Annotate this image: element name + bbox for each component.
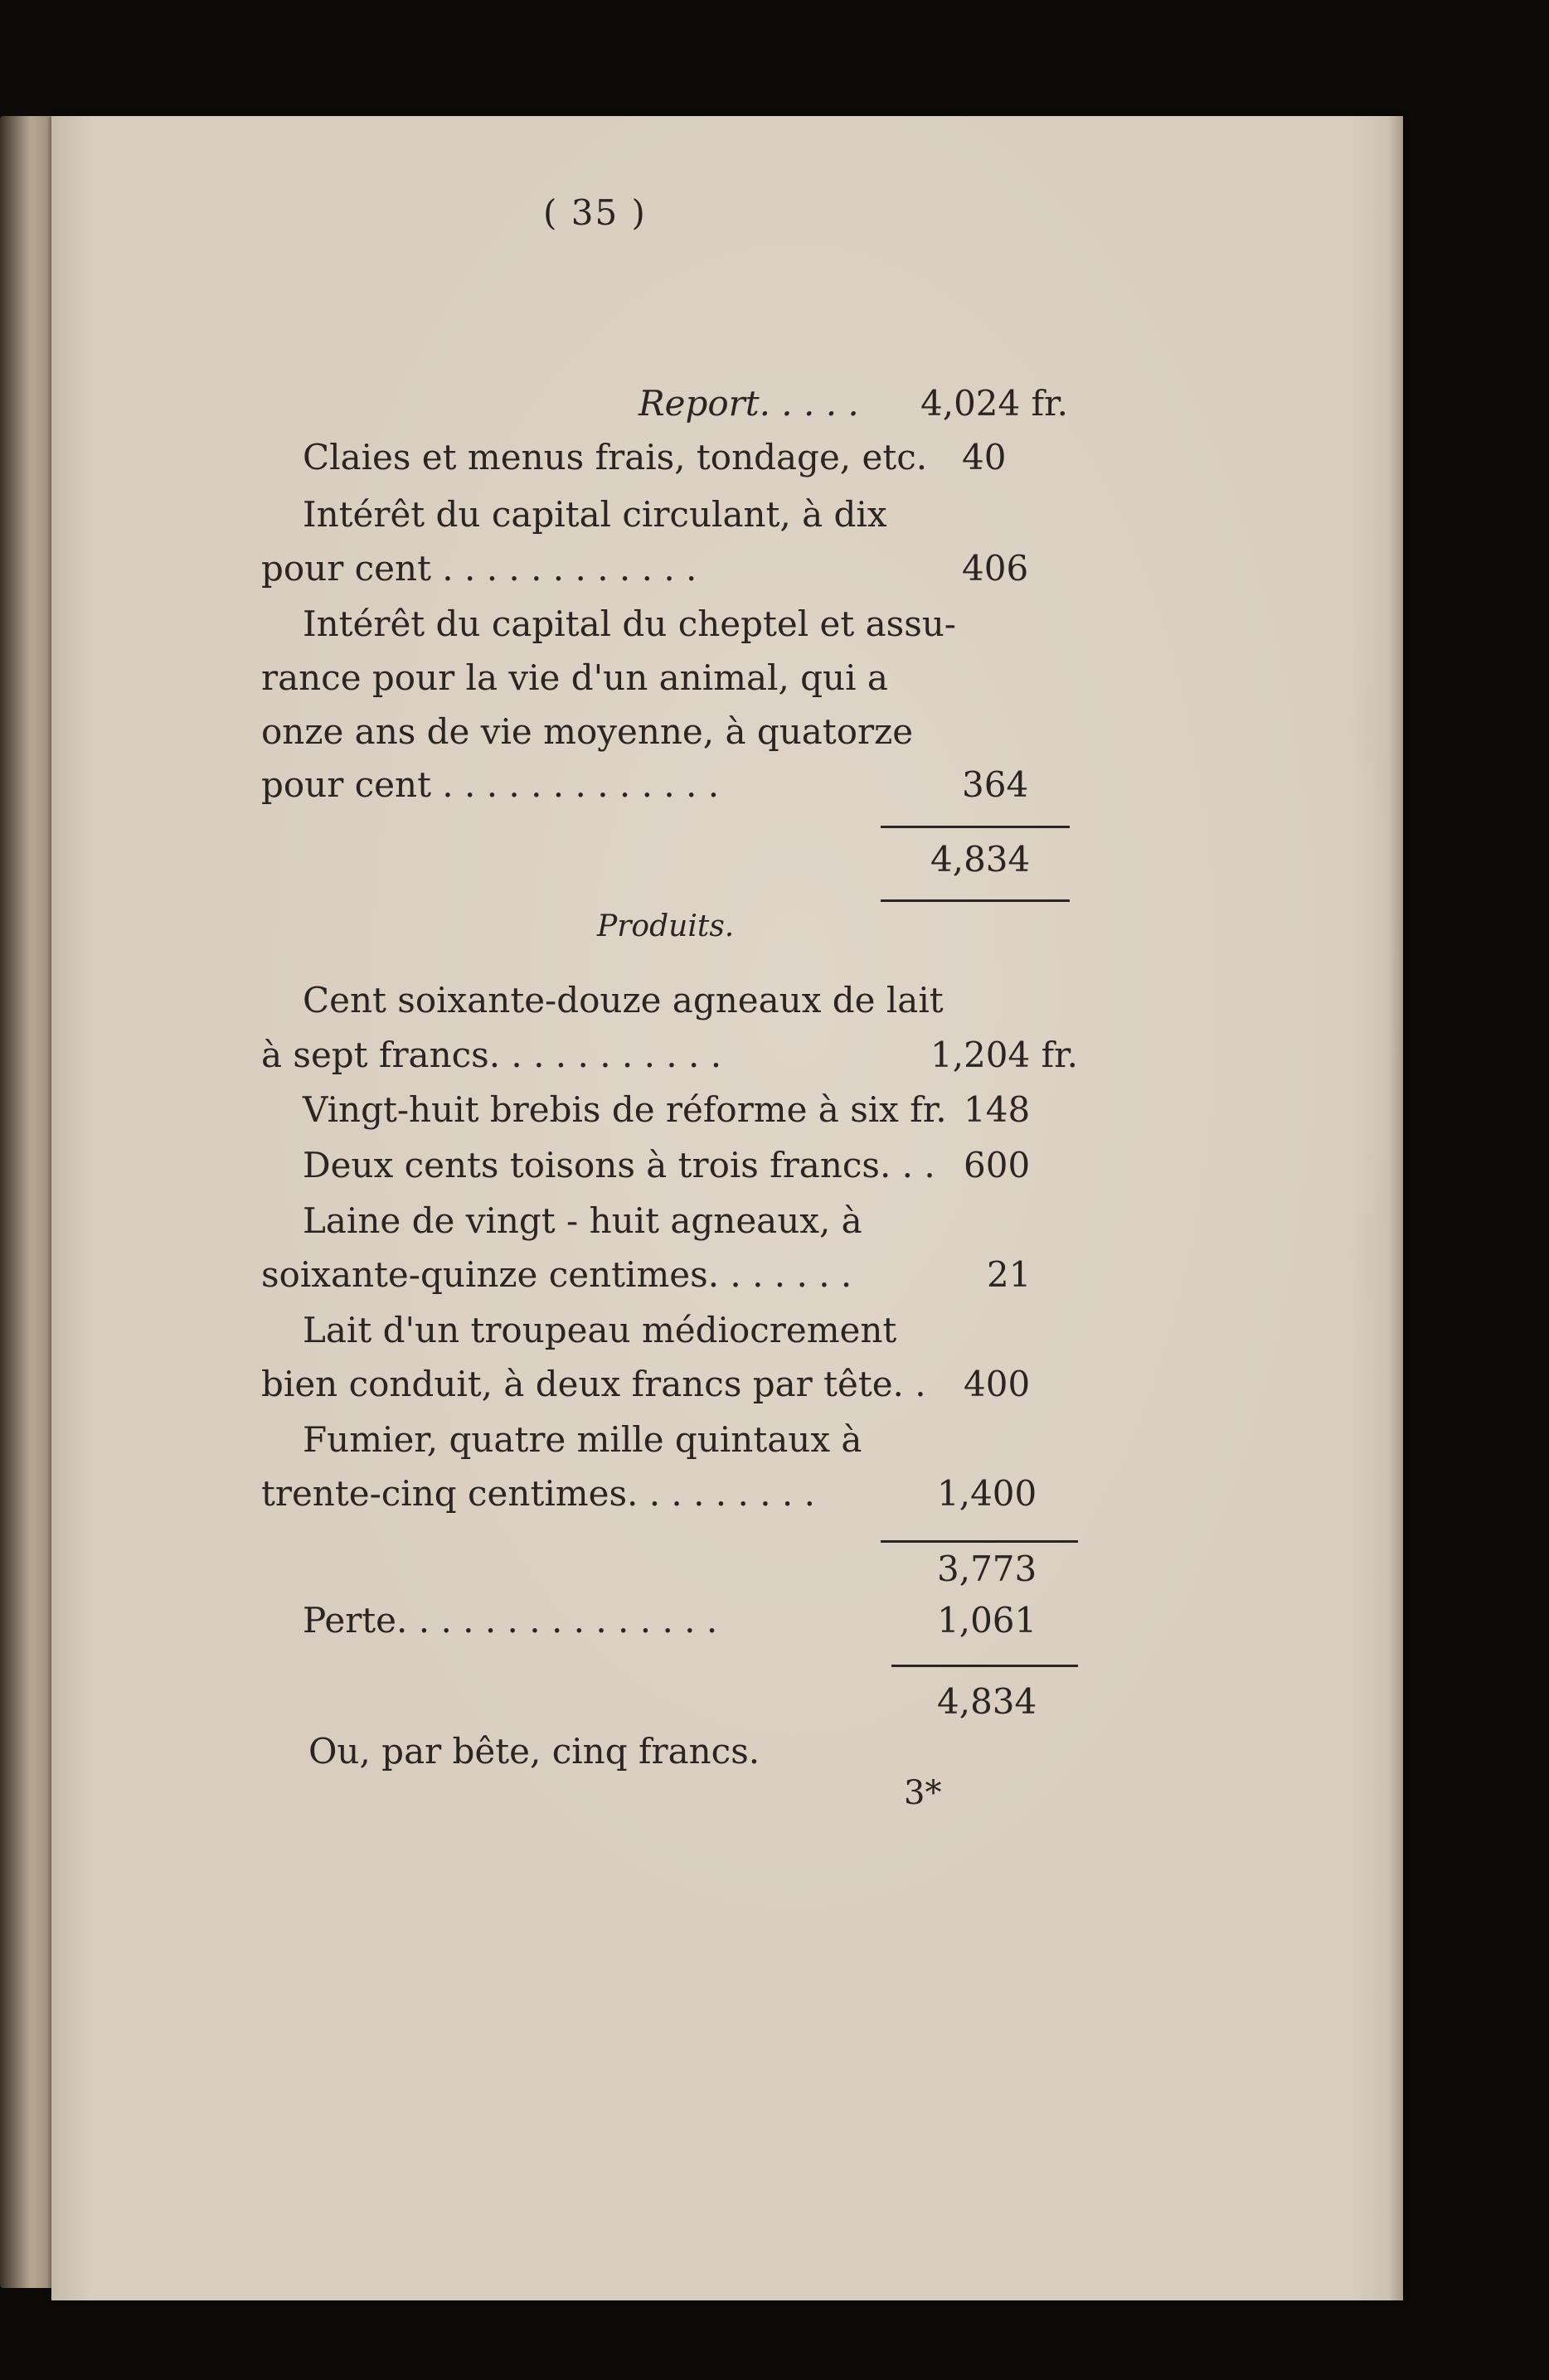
- line-report: [0, 383, 1549, 433]
- line-amount: 4,834: [930, 839, 1031, 880]
- line-pour-cent-1: [0, 548, 1549, 598]
- line-text: Lait d'un troupeau médiocrement: [303, 1310, 897, 1350]
- line-claies: [0, 437, 1549, 487]
- line-text: pour cent . . . . . . . . . . . . .: [261, 764, 720, 805]
- line-soixante-quinze: [0, 1254, 1549, 1304]
- total-rule: [881, 826, 1070, 828]
- subtotal-rule: [881, 1540, 1078, 1543]
- line-lait: [0, 1310, 1549, 1360]
- line-vingt-huit-brebis: [0, 1089, 1549, 1139]
- line-text: Intérêt du capital circulant, à dix: [303, 494, 887, 535]
- section-heading-produits: [0, 909, 1549, 959]
- line-pour-cent-2: [0, 764, 1549, 814]
- line-text: Ou, par bête, cinq francs.: [308, 1731, 760, 1772]
- line-text: pour cent . . . . . . . . . . . .: [261, 548, 697, 589]
- line-amount: 1,061: [937, 1600, 1037, 1641]
- line-amount: 148: [964, 1089, 1031, 1130]
- line-deux-cents-toisons: [0, 1145, 1549, 1195]
- line-laine: [0, 1200, 1549, 1250]
- line-text: Fumier, quatre mille quintaux à: [303, 1419, 862, 1460]
- line-trente-cinq: [0, 1473, 1549, 1523]
- line-amount: 3,773: [937, 1549, 1037, 1589]
- line-amount: 4,834: [937, 1681, 1037, 1722]
- line-amount: 4,024 fr.: [920, 383, 1068, 424]
- line-total-1: [0, 839, 1549, 889]
- line-bien-conduit: [0, 1364, 1549, 1413]
- page-number-header: ( 35 ): [543, 192, 647, 233]
- line-text: bien conduit, à deux francs par tête. .: [261, 1364, 926, 1404]
- line-sept-francs: [0, 1035, 1549, 1084]
- total-rule: [881, 899, 1070, 902]
- line-amount: 1,400: [937, 1473, 1037, 1514]
- line-interet-cheptel: [0, 603, 1549, 653]
- line-text: Perte. . . . . . . . . . . . . . .: [303, 1600, 718, 1641]
- line-subtotal: [0, 1549, 1549, 1598]
- line-text: Laine de vingt - huit agneaux, à: [303, 1200, 862, 1241]
- line-text: soixante-quinze centimes. . . . . . .: [261, 1254, 852, 1295]
- line-amount: 364: [962, 764, 1029, 805]
- line-text: Vingt-huit brebis de réforme à six fr.: [303, 1089, 947, 1130]
- line-text: Claies et menus frais, tondage, etc.: [303, 437, 928, 477]
- line-amount: 21: [987, 1254, 1032, 1295]
- line-amount: 40: [962, 437, 1007, 477]
- line-text: à sept francs. . . . . . . . . . .: [261, 1035, 722, 1075]
- line-amount: 406: [962, 548, 1029, 589]
- section-heading: Produits.: [597, 909, 735, 943]
- line-text: onze ans de vie moyenne, à quatorze: [261, 711, 914, 752]
- line-assurance: [0, 657, 1549, 707]
- line-text: Intérêt du capital du cheptel et assu-: [303, 603, 956, 644]
- line-perte: [0, 1600, 1549, 1650]
- line-onze-ans: [0, 711, 1549, 761]
- line-interet-circulant: [0, 494, 1549, 544]
- line-text: Cent soixante-douze agneaux de lait: [303, 980, 944, 1020]
- line-cent-soixante: [0, 980, 1549, 1030]
- total-rule: [891, 1665, 1078, 1667]
- line-amount: 400: [964, 1364, 1031, 1404]
- signature-mark: 3*: [904, 1774, 942, 1812]
- line-total-2: [0, 1681, 1549, 1731]
- line-text: Deux cents toisons à trois francs. . .: [303, 1145, 935, 1185]
- line-par-bete: [0, 1731, 1549, 1781]
- line-amount: 600: [964, 1145, 1031, 1185]
- line-amount: 1,204 fr.: [930, 1035, 1078, 1075]
- line-text: Report. . . . .: [639, 383, 859, 424]
- line-fumier: [0, 1419, 1549, 1469]
- line-text: rance pour la vie d'un animal, qui a: [261, 657, 888, 698]
- line-text: trente-cinq centimes. . . . . . . . .: [261, 1473, 815, 1514]
